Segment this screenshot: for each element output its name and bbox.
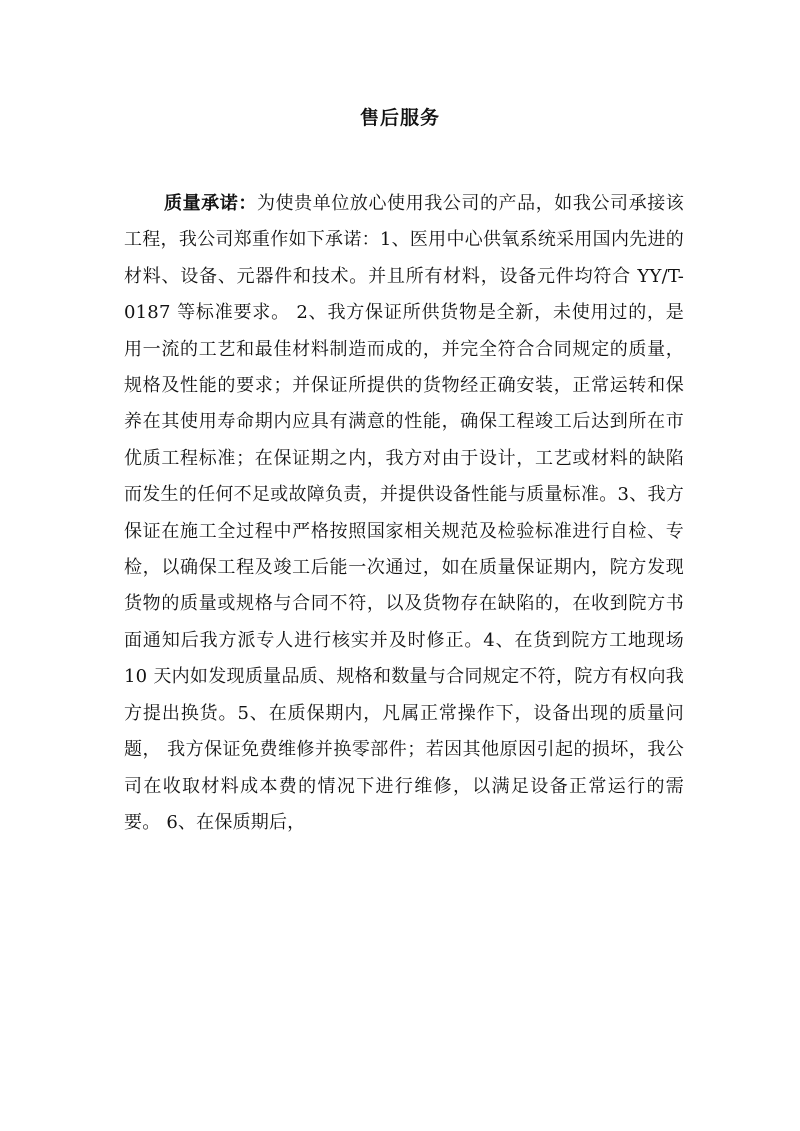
body-paragraph xyxy=(124,186,684,841)
lead-label: 质量承诺： xyxy=(164,193,257,214)
page-title: 售后服务 xyxy=(359,107,440,129)
body-text: 为使贵单位放心使用我公司的产品，如我公司承接该工程，我公司郑重作如下承诺：1、医用中心供氧系统采用国内先进的材料、设备、元器件和技术。并且所有材料，设备元件均符合 YY/T-0187 等标准要求。 2、我方保证所供货物是全新，未使用过的，是用一流的工艺和最佳材料制造而成的，并完全符合合同规定的质量，规格及性能的要求；并保证所提供的货物经正确安装，正常运转和保养在其使用寿命期内应具有满意的性能，确保工程竣工后达到所在市优质工程标准；在保证期之内，我方对由于设计，工艺或材料的缺陷而发生的任何不足或故障负责，并提供设备性能与质量标准。3、我方保证在施工全过程中严格按照国家相关规范及检验标准进行自检、专检，以确保工程及竣工后能一次通过，如在质量保证期内，院方发现货物的质量或规格与合同不符，以及货物存在缺陷的，在收到院方书面通知后我方派专人进行核实并及时修正。4、在货到院方工地现场 10 天内如发现质量品质、规格和数量与合同规定不符，院方有权向我方提出换货。5、在质保期内，凡属正常操作下，设备出现的质量问题， 我方保证免费维修并换零部件；若因其他原因引起的损坏，我公司在收取材料成本费的情况下进行维修，以满足设备正常运行的需要。 6、在保质期后， xyxy=(124,193,685,833)
